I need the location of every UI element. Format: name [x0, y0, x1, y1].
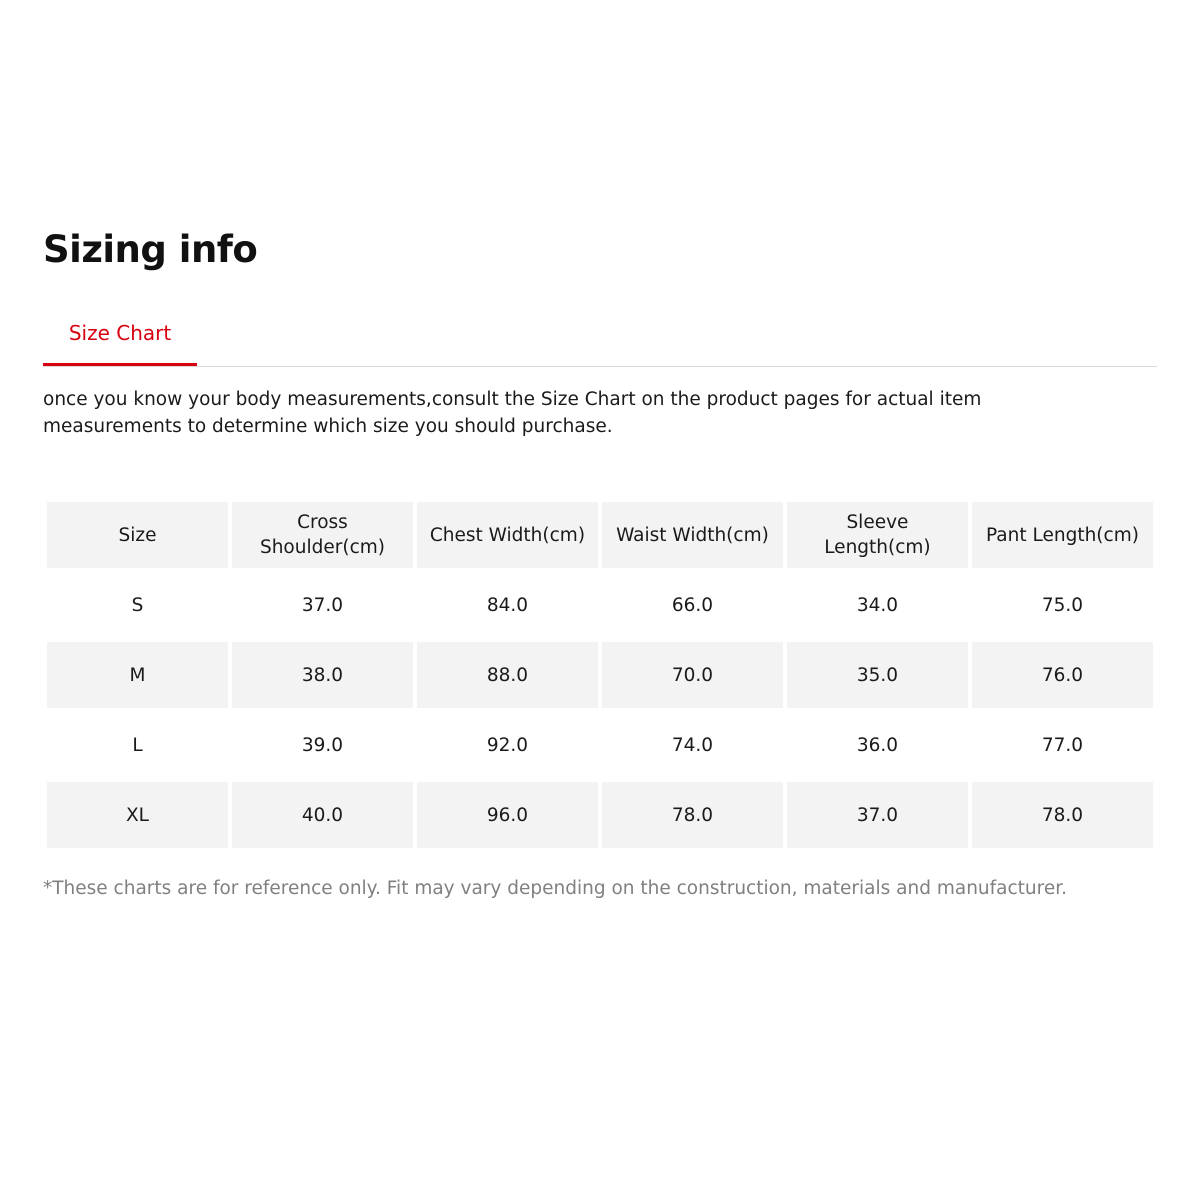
table-cell: 37.0 — [232, 572, 413, 638]
table-cell: 39.0 — [232, 712, 413, 778]
table-cell: 92.0 — [417, 712, 598, 778]
table-cell: 36.0 — [787, 712, 968, 778]
table-cell: 84.0 — [417, 572, 598, 638]
table-cell: 38.0 — [232, 642, 413, 708]
table-cell: 35.0 — [787, 642, 968, 708]
table-cell: 78.0 — [972, 782, 1153, 848]
table-cell: 96.0 — [417, 782, 598, 848]
table-cell: 88.0 — [417, 642, 598, 708]
size-chart-table — [43, 498, 1157, 852]
column-header-chest-width: Chest Width(cm) — [417, 502, 598, 568]
intro-text: once you know your body measurements,consult the Size Chart on the product pages for actual item measurements to determine which size you should purchase. — [43, 389, 982, 437]
column-header-pant-length: Pant Length(cm) — [972, 502, 1153, 568]
page-title: Sizing info — [43, 228, 258, 271]
tab-size-chart-label: Size Chart — [68, 321, 172, 345]
table-cell: 40.0 — [232, 782, 413, 848]
table-cell: L — [47, 712, 228, 778]
table-row — [47, 712, 1153, 778]
column-header-waist-width: Waist Width(cm) — [602, 502, 783, 568]
table-cell: XL — [47, 782, 228, 848]
tab-size-chart[interactable] — [43, 312, 197, 364]
table-row — [47, 572, 1153, 638]
column-header-sleeve-length: Sleeve Length(cm) — [787, 502, 968, 568]
column-header-cross-shoulder: Cross Shoulder(cm) — [232, 502, 413, 568]
tab-bar — [43, 312, 1157, 367]
table-cell: 70.0 — [602, 642, 783, 708]
active-tab-indicator — [43, 363, 197, 366]
table-row — [47, 642, 1153, 708]
table-row — [47, 782, 1153, 848]
column-header-size: Size — [47, 502, 228, 568]
table-cell: 66.0 — [602, 572, 783, 638]
table-cell: M — [47, 642, 228, 708]
disclaimer-text: *These charts are for reference only. Fit may vary depending on the construction, materials and manufacturer. — [43, 878, 1068, 899]
table-cell: S — [47, 572, 228, 638]
table-header-row — [47, 502, 1153, 568]
table-cell: 37.0 — [787, 782, 968, 848]
table-cell: 78.0 — [602, 782, 783, 848]
table-cell: 75.0 — [972, 572, 1153, 638]
table-cell: 74.0 — [602, 712, 783, 778]
table-cell: 77.0 — [972, 712, 1153, 778]
table-cell: 76.0 — [972, 642, 1153, 708]
table-cell: 34.0 — [787, 572, 968, 638]
